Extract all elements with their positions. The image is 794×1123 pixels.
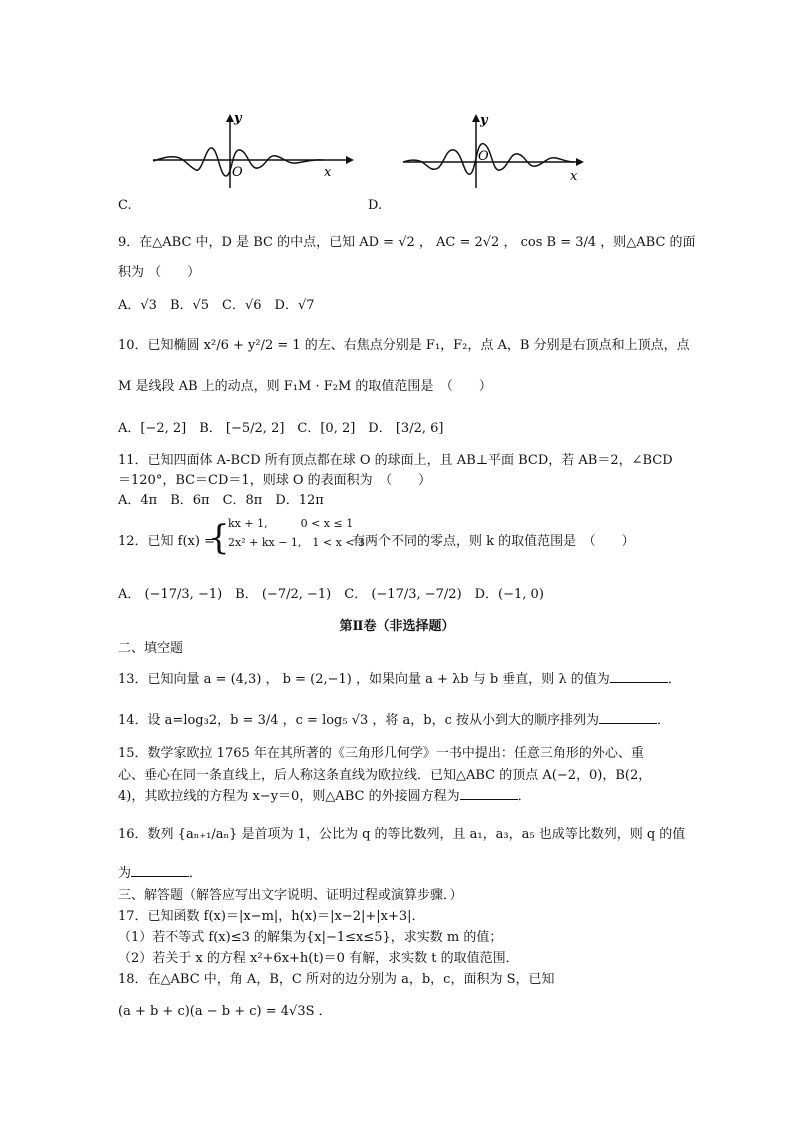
fill-section-title: 二、填空题 <box>118 641 184 656</box>
q13: 13．已知向量 a = (4,3) ， b = (2,−1) ，如果向量 a + λb 与 b 垂直，则 λ 的值为 ． <box>118 672 681 687</box>
graph-option-d <box>398 110 588 190</box>
q12-suffix: 有两个不同的零点，则 k 的取值范围是 （ ） <box>352 534 635 549</box>
q16-line2: 为 ． <box>118 866 203 881</box>
q13-answer-blank <box>610 670 668 683</box>
q18-line1: 18．在△ABC 中，角 A，B，C 所对的边分别为 a，b，c，面积为 S，已知 <box>118 972 555 987</box>
q16-line1: 16．数列 {aₙ₊₁/aₙ} 是首项为 1，公比为 q 的等比数列，且 a₁，a₃，a₅ 也成等比数列，则 q 的值 <box>118 827 686 842</box>
q10-options: A．[−2, 2] B． [−5/2, 2] C．[0, 2] D． [3/2, 6] <box>118 421 444 436</box>
q15-answer-blank <box>460 787 518 800</box>
axis-y-label: y <box>480 113 488 128</box>
axis-y-label: y <box>234 111 242 126</box>
axis-x-label: x <box>570 169 578 184</box>
q9-line1: 9．在△ABC 中，D 是 BC 的中点，已知 AD = √2 ， AC = 2√2 ， cos B = 3/4 ，则△ABC 的面 <box>118 235 696 250</box>
q17-line1: 17．已知函数 f(x)＝|x−m|，h(x)＝|x−2|+|x+3|． <box>118 909 425 924</box>
q12-piecewise <box>208 516 366 558</box>
q12-case1: kx + 1, 0 < x ≤ 1 <box>228 517 354 530</box>
origin-label: O <box>478 149 489 164</box>
q11-line1: 11．已知四面体 A-BCD 所有顶点都在球 O 的球面上，且 AB⊥平面 BCD，若 AB＝2，∠BCD <box>118 453 673 468</box>
origin-label: O <box>232 165 243 180</box>
q18-line2: (a + b + c)(a − b + c) = 4√3S ． <box>118 1004 332 1019</box>
q17-line2: （1）若不等式 f(x)≤3 的解集为{x|−1≤x≤5}，求实数 m 的值； <box>118 930 503 945</box>
q12-options: A． (−17/3, −1) B． (−7/2, −1) C． (−17/3, −7/2) D．(−1, 0) <box>118 587 544 602</box>
q12-case2: 2x² + kx − 1, 1 < x < 3 <box>228 536 366 549</box>
q9-line2: 积为 （ ） <box>118 265 201 280</box>
section-2-title: 第Ⅱ卷（非选择题） <box>339 619 455 634</box>
option-d-label: D. <box>368 198 383 213</box>
q10-line1: 10．已知椭圆 x²/6 + y²/2 = 1 的左、右焦点分别是 F₁，F₂，点 A，B 分别是右顶点和上顶点，点 <box>118 338 690 353</box>
axis-x-label: x <box>324 165 332 180</box>
q12-prefix: 12．已知 f(x) = <box>118 534 215 549</box>
q16-answer-blank <box>131 864 189 877</box>
q11-options: A．4π B．6π C．8π D．12π <box>118 493 324 508</box>
q14: 14．设 a=log₃2，b = 3/4 ，c = log₅ √3 ，将 a，b，c 按从小到大的顺序排列为 ． <box>118 713 671 728</box>
x-axis-arrow-icon <box>346 156 354 164</box>
q10-line2: M 是线段 AB 上的动点，则 F₁M · F₂M 的取值范围是 （ ） <box>118 379 492 394</box>
q15-line1: 15．数学家欧拉 1765 年在其所著的《三角形几何学》一书中提出：任意三角形的外心、重 <box>118 746 644 761</box>
q11-line2: ＝120°，BC＝CD＝1，则球 O 的表面积为 （ ） <box>118 473 432 488</box>
q14-answer-blank <box>599 711 657 724</box>
answer-section-title: 三、解答题（解答应写出文字说明、证明过程或演算步骤．） <box>118 888 463 903</box>
y-axis-arrow-icon <box>226 114 234 122</box>
q15-line3: 4)，其欧拉线的方程为 x−y＝0，则△ABC 的外接圆方程为 ． <box>118 789 531 804</box>
q12-brace: { <box>208 518 230 558</box>
graph-option-c <box>148 110 358 190</box>
option-c-label: C. <box>118 198 132 213</box>
q15-line2: 心、垂心在同一条直线上，后人称这条直线为欧拉线．已知△ABC 的顶点 A(−2，0)，B(2， <box>118 768 652 783</box>
q17-line3: （2）若关于 x 的方程 x²+6x+h(t)＝0 有解，求实数 t 的取值范围． <box>118 951 519 966</box>
x-axis-arrow-icon <box>576 158 584 166</box>
q9-options: A．√3 B．√5 C．√6 D．√7 <box>118 298 315 313</box>
y-axis-arrow-icon <box>472 114 480 122</box>
